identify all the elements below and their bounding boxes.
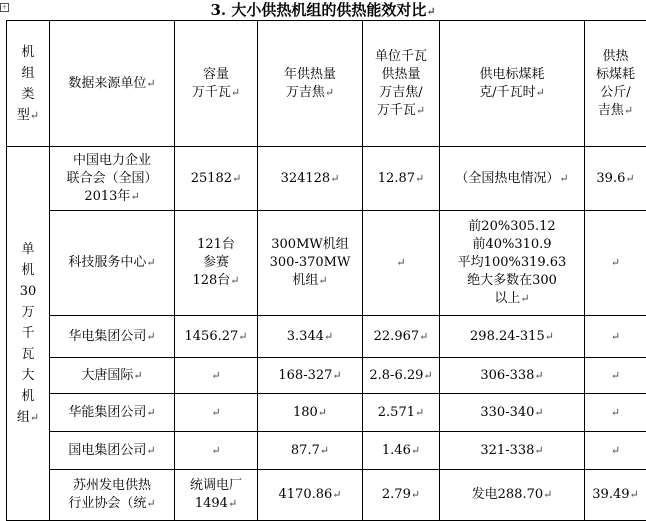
table-row bbox=[7, 316, 646, 358]
cell-text: 数据来源单位 bbox=[68, 76, 146, 91]
cell-text: 1.46 bbox=[382, 443, 411, 458]
header-row bbox=[7, 21, 646, 147]
table-cell bbox=[363, 147, 440, 211]
paragraph-mark: ↵ bbox=[411, 444, 420, 457]
paragraph-mark: ↵ bbox=[534, 444, 543, 457]
table-cell bbox=[175, 358, 258, 394]
table-row bbox=[7, 358, 646, 394]
cell-text: 华电集团公司 bbox=[68, 329, 146, 344]
paragraph-mark: ↵ bbox=[330, 172, 339, 185]
paragraph-mark: ↵ bbox=[543, 488, 552, 501]
table-cell bbox=[258, 432, 363, 470]
table-cell bbox=[585, 211, 646, 316]
cell-text: 25182 bbox=[191, 171, 232, 186]
table-cell bbox=[175, 394, 258, 432]
paragraph-mark: ↵ bbox=[534, 406, 543, 419]
paragraph-mark: ↵ bbox=[624, 104, 633, 117]
table-cell bbox=[175, 432, 258, 470]
cell-text: 39.6 bbox=[596, 171, 625, 186]
table-cell bbox=[585, 358, 646, 394]
table-anchor-icon[interactable]: + bbox=[0, 3, 9, 12]
cell-text: 中国电力企业 联合会（全国） 2013年 bbox=[66, 153, 157, 204]
table-cell bbox=[363, 316, 440, 358]
cell-text: 国电集团公司 bbox=[68, 443, 146, 458]
paragraph-mark: ↵ bbox=[559, 172, 568, 185]
paragraph-mark: ↵ bbox=[625, 172, 634, 185]
paragraph-mark: ↵ bbox=[520, 292, 529, 305]
paragraph-mark: ↵ bbox=[324, 330, 333, 343]
paragraph-mark: ↵ bbox=[611, 369, 620, 382]
table-cell bbox=[363, 358, 440, 394]
cell-text: 22.967 bbox=[374, 329, 420, 344]
paragraph-mark: ↵ bbox=[426, 5, 435, 18]
paragraph-mark: ↵ bbox=[211, 444, 220, 457]
unit-type-cell bbox=[7, 147, 50, 521]
cell-text: 苏州发电供热 行业协会（统 bbox=[68, 478, 151, 511]
cell-text: 168-327 bbox=[278, 368, 332, 383]
cell-text: 科技服务中心 bbox=[68, 255, 146, 270]
table-cell bbox=[440, 211, 585, 316]
table-row bbox=[7, 394, 646, 432]
cell-text: 发电288.70 bbox=[472, 487, 544, 502]
paragraph-mark: ↵ bbox=[232, 172, 241, 185]
paragraph-mark: ↵ bbox=[611, 330, 620, 343]
cell-text: 324128 bbox=[281, 171, 331, 186]
paragraph-mark: ↵ bbox=[411, 488, 420, 501]
paragraph-mark: ↵ bbox=[332, 488, 341, 501]
table-cell bbox=[175, 470, 258, 521]
table-cell bbox=[585, 470, 646, 521]
cell-text: 321-338 bbox=[480, 443, 534, 458]
table-cell bbox=[175, 147, 258, 211]
cell-text: 87.7 bbox=[291, 443, 320, 458]
cell-text: 单 机 30 万 千 瓦 大 机 组 bbox=[17, 242, 36, 425]
table-cell bbox=[363, 211, 440, 316]
table-cell bbox=[585, 394, 646, 432]
table-cell bbox=[440, 316, 585, 358]
paragraph-mark: ↵ bbox=[611, 256, 620, 269]
cell-text: （全国热电情况） bbox=[455, 171, 559, 186]
paragraph-mark: ↵ bbox=[534, 369, 543, 382]
cell-text: 1456.27 bbox=[185, 329, 239, 344]
page-title bbox=[0, 0, 646, 20]
source-unit-cell bbox=[50, 470, 175, 521]
table-cell bbox=[258, 147, 363, 211]
paragraph-mark: ↵ bbox=[545, 330, 554, 343]
paragraph-mark: ↵ bbox=[211, 369, 220, 382]
table-cell bbox=[440, 470, 585, 521]
paragraph-mark: ↵ bbox=[611, 444, 620, 457]
paragraph-mark: ↵ bbox=[211, 406, 220, 419]
title-text: 3. 大小供热机组的供热能效对比 bbox=[210, 1, 426, 19]
cell-text: 供电标煤耗 克/千瓦时 bbox=[479, 67, 544, 100]
table-cell bbox=[440, 432, 585, 470]
table-cell bbox=[258, 358, 363, 394]
cell-text: 容量 万千瓦 bbox=[192, 67, 231, 100]
paragraph-mark: ↵ bbox=[146, 330, 155, 343]
table-row bbox=[7, 211, 646, 316]
cell-text: 298.24-315 bbox=[470, 329, 545, 344]
column-header bbox=[585, 21, 646, 147]
source-unit-cell bbox=[50, 316, 175, 358]
cell-text: 2.571 bbox=[378, 405, 415, 420]
source-unit-cell bbox=[50, 358, 175, 394]
paragraph-mark: ↵ bbox=[231, 86, 240, 99]
source-unit-cell bbox=[50, 147, 175, 211]
table-cell bbox=[363, 394, 440, 432]
paragraph-mark: ↵ bbox=[146, 256, 155, 269]
paragraph-mark: ↵ bbox=[130, 190, 139, 203]
cell-text: 大唐国际 bbox=[81, 368, 133, 383]
cell-text: 39.49 bbox=[592, 487, 629, 502]
paragraph-mark: ↵ bbox=[415, 172, 424, 185]
table-cell bbox=[585, 316, 646, 358]
cell-text: 3.344 bbox=[287, 329, 324, 344]
cell-text: 2.8-6.29 bbox=[369, 368, 423, 383]
table-cell bbox=[258, 470, 363, 521]
table-row bbox=[7, 147, 646, 211]
cell-text: 前20%305.12 前40%310.9 平均100%319.63 绝大多数在300 以上 bbox=[458, 219, 567, 306]
cell-text: 121台 参赛 128台 bbox=[192, 237, 234, 288]
cell-text: 12.87 bbox=[378, 171, 415, 186]
cell-text: 统调电厂 1494 bbox=[190, 478, 242, 511]
cell-text: 华能集团公司 bbox=[68, 405, 146, 420]
table-cell bbox=[175, 316, 258, 358]
paragraph-mark: ↵ bbox=[318, 274, 327, 287]
table-cell bbox=[585, 147, 646, 211]
table-cell bbox=[440, 394, 585, 432]
paragraph-mark: ↵ bbox=[325, 86, 334, 99]
paragraph-mark: ↵ bbox=[320, 444, 329, 457]
table-cell bbox=[585, 432, 646, 470]
paragraph-mark: ↵ bbox=[332, 369, 341, 382]
table-cell bbox=[440, 147, 585, 211]
comparison-table bbox=[6, 20, 646, 521]
column-header bbox=[175, 21, 258, 147]
paragraph-mark: ↵ bbox=[415, 406, 424, 419]
cell-text: 300MW机组 300-370MW 机组 bbox=[270, 237, 351, 288]
source-unit-cell bbox=[50, 432, 175, 470]
paragraph-mark: ↵ bbox=[228, 497, 237, 510]
paragraph-mark: ↵ bbox=[630, 488, 639, 501]
paragraph-mark: ↵ bbox=[396, 256, 405, 269]
source-unit-cell bbox=[50, 394, 175, 432]
paragraph-mark: ↵ bbox=[146, 444, 155, 457]
column-header bbox=[7, 21, 50, 147]
paragraph-mark: ↵ bbox=[146, 77, 155, 90]
paragraph-mark: ↵ bbox=[423, 369, 432, 382]
table-cell bbox=[175, 211, 258, 316]
paragraph-mark: ↵ bbox=[146, 497, 155, 510]
cell-text: 306-338 bbox=[480, 368, 534, 383]
paragraph-mark: ↵ bbox=[419, 330, 428, 343]
cell-text: 机 组 类 型 bbox=[17, 45, 35, 123]
paragraph-mark: ↵ bbox=[30, 411, 39, 424]
table-row bbox=[7, 470, 646, 521]
cell-text: 4170.86 bbox=[279, 487, 333, 502]
column-header bbox=[440, 21, 585, 147]
paragraph-mark: ↵ bbox=[238, 330, 247, 343]
table-cell bbox=[363, 470, 440, 521]
paragraph-mark: ↵ bbox=[30, 109, 39, 122]
cell-text: 330-340 bbox=[480, 405, 534, 420]
paragraph-mark: ↵ bbox=[416, 104, 425, 117]
source-unit-cell bbox=[50, 211, 175, 316]
paragraph-mark: ↵ bbox=[536, 86, 545, 99]
paragraph-mark: ↵ bbox=[133, 369, 142, 382]
paragraph-mark: ↵ bbox=[318, 406, 327, 419]
cell-text: 年供热量 万吉焦 bbox=[284, 67, 336, 100]
table-cell bbox=[258, 394, 363, 432]
cell-text: 2.79 bbox=[382, 487, 411, 502]
column-header bbox=[50, 21, 175, 147]
paragraph-mark: ↵ bbox=[611, 406, 620, 419]
column-header bbox=[363, 21, 440, 147]
paragraph-mark: ↵ bbox=[230, 274, 239, 287]
cell-text: 180 bbox=[293, 405, 318, 420]
table-cell bbox=[258, 316, 363, 358]
cell-text: 单位千瓦 供热量 万吉焦/ 万千瓦 bbox=[375, 49, 427, 118]
column-header bbox=[258, 21, 363, 147]
paragraph-mark: ↵ bbox=[146, 406, 155, 419]
table-cell bbox=[258, 211, 363, 316]
table-cell bbox=[440, 358, 585, 394]
table-row bbox=[7, 432, 646, 470]
table-cell bbox=[363, 432, 440, 470]
cell-text: 供热 标煤耗 公斤/ 吉焦 bbox=[596, 49, 635, 118]
